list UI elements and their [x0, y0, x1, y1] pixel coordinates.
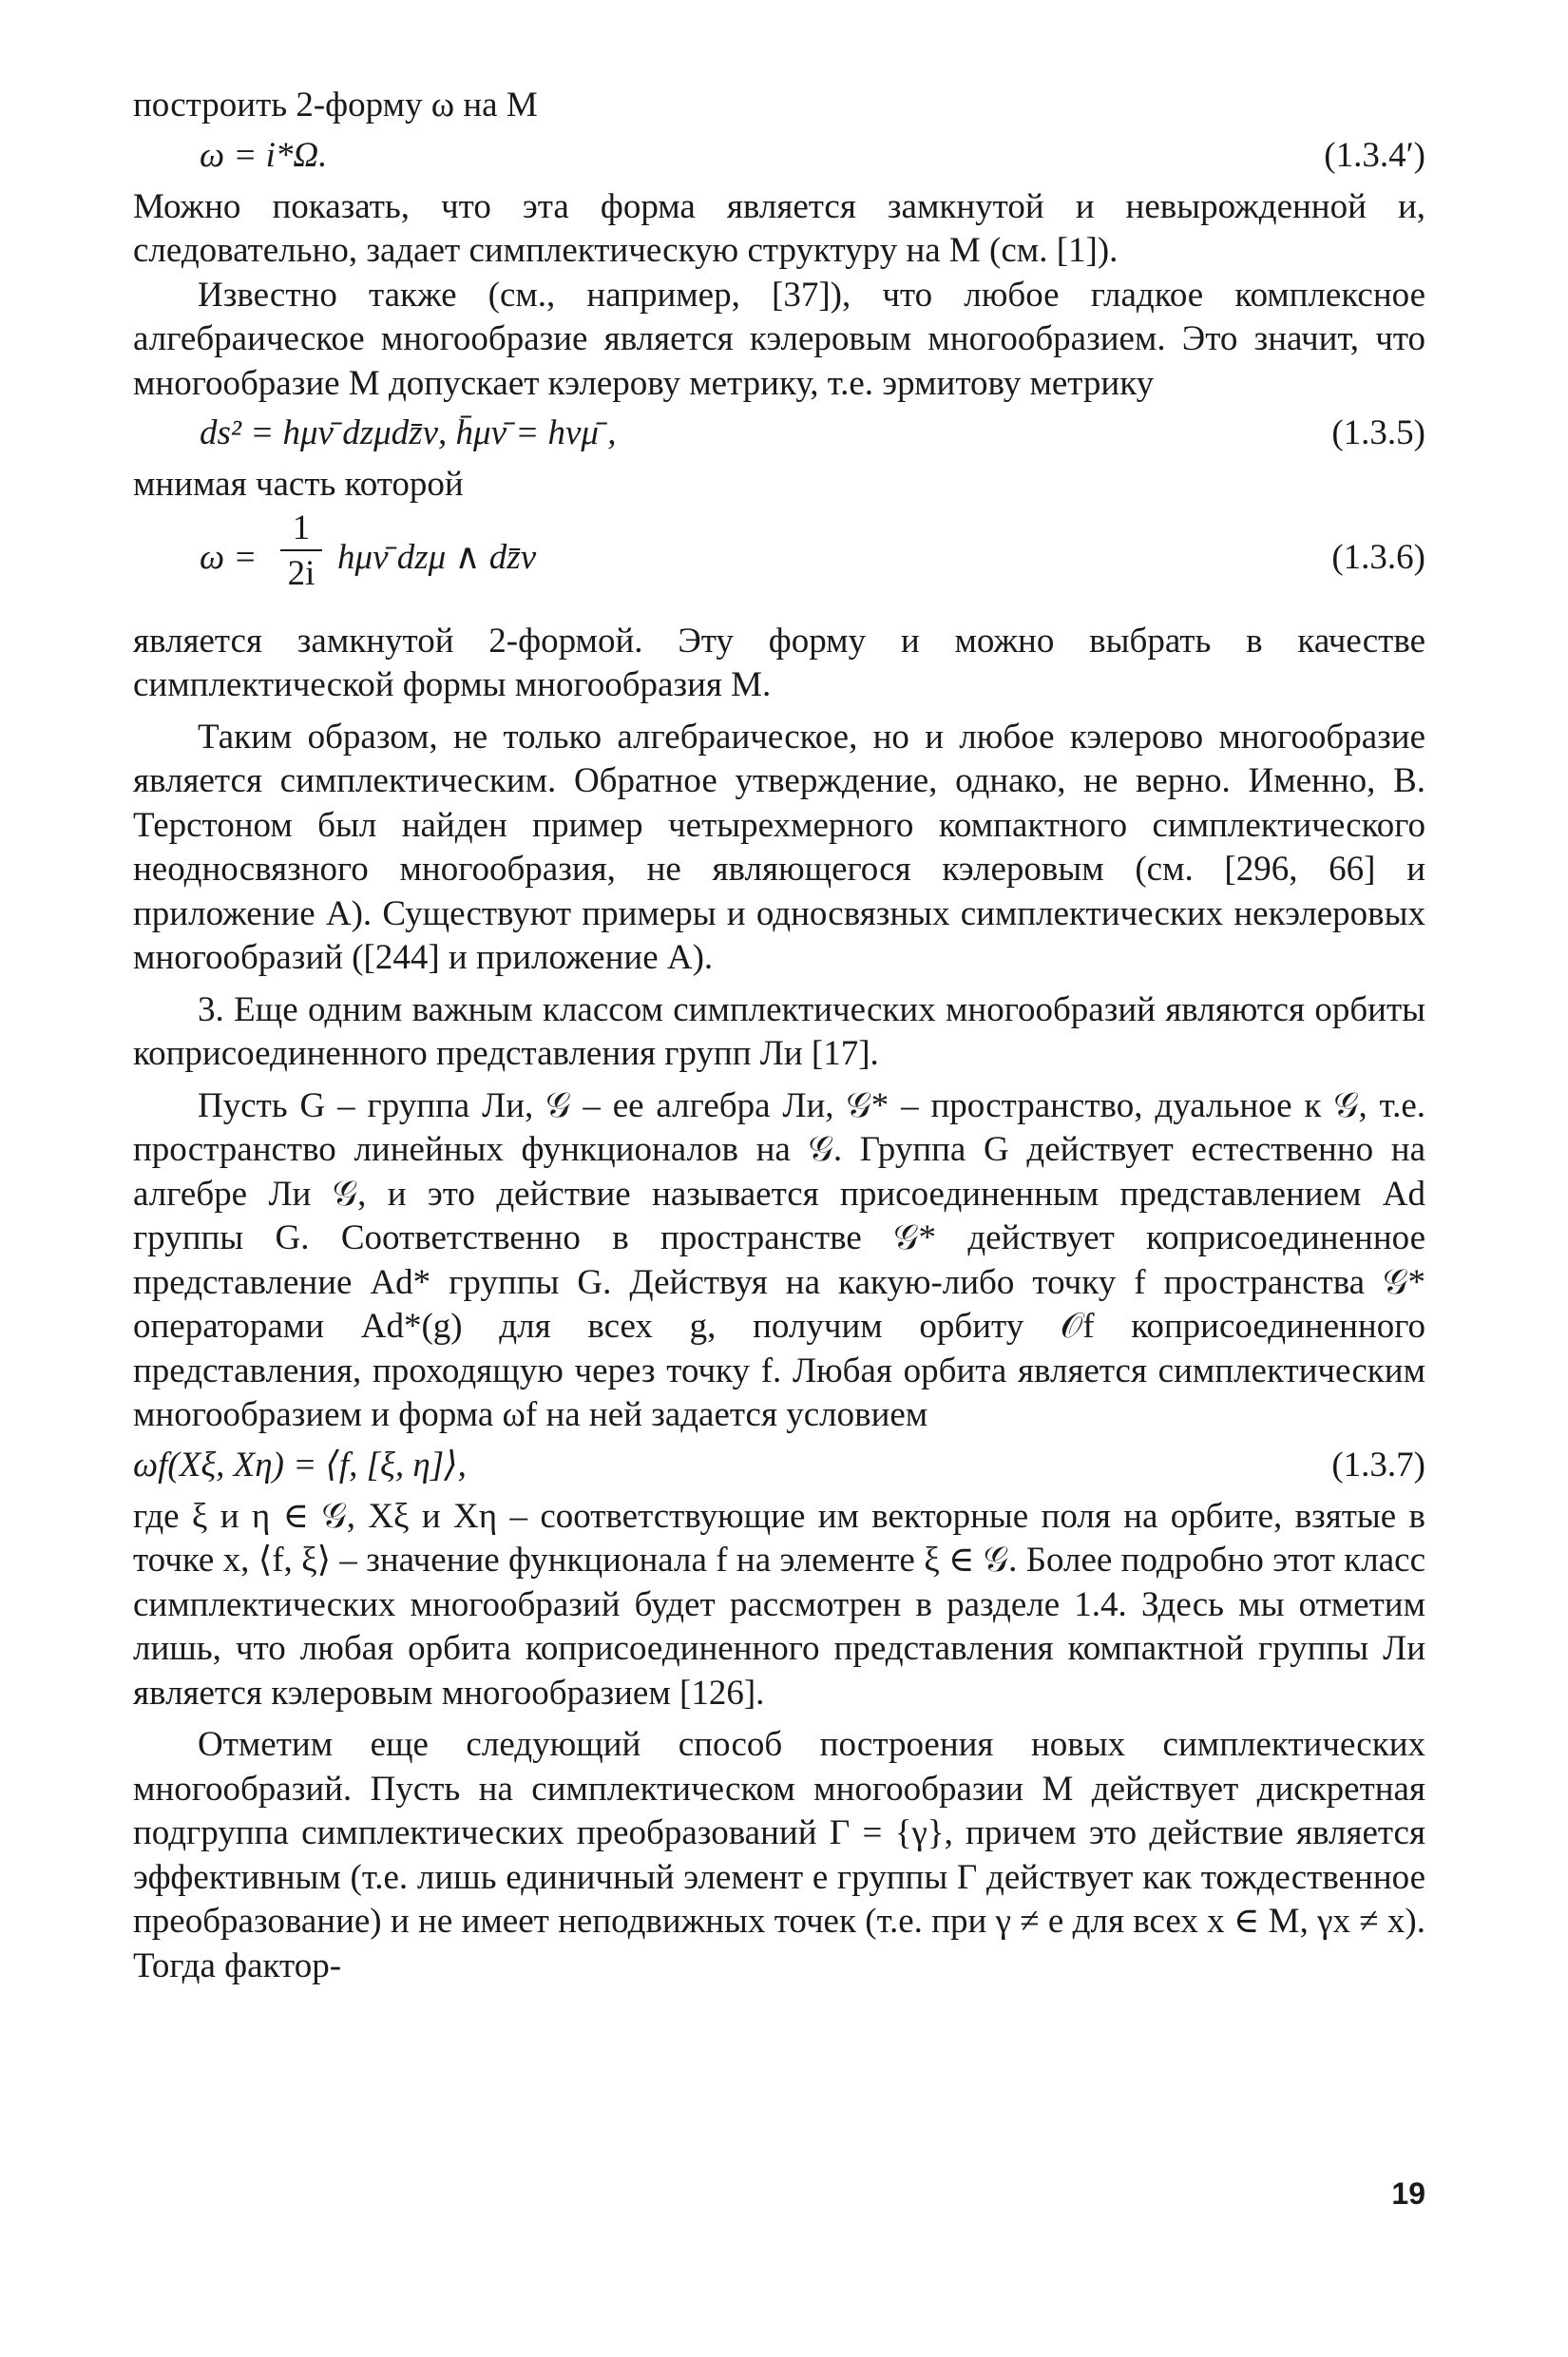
equation-1-3-6: [133, 508, 1425, 620]
paragraph: где ξ и η ∈ 𝒢, Xξ и Xη – соответствующие им векторные поля на орбите, взятые в точке x, ⟨f, ξ⟩ – значение функционала f на элементе ξ ∈ 𝒢. Более подробно этот класс симплектических многообразий будет рассмотрен в разделе 1.4. Здесь мы отметим лишь, что любая орбита коприсоединенного представления компактной группы Ли является кэлеровым многообразием [126].: [133, 1496, 1425, 1713]
equation-number: (1.3.5): [1331, 413, 1425, 452]
equation-formula: ds² = hμν̄ dzμdz̄ν, h̄μν̄ = hνμ̄ ,: [200, 413, 617, 452]
equation-number: (1.3.7): [1331, 1445, 1425, 1485]
equation-number: (1.3.4′): [1324, 135, 1425, 175]
text-line: построить 2-форму ω на M: [133, 86, 538, 125]
fraction: [280, 508, 322, 593]
paragraph: Отметим еще следующий способ построения новых симплектических многообразий. Пусть на симплектическом многообразии M действует дискретная подгруппа симплектических преобразований Г = {γ}, причем это действие является эффективным (т.е. лишь единичный элемент e группы Г действует как тождественное преобразование) и не имеет неподвижных точек (т.е. при γ ≠ e для всех x ∈ M, γx ≠ x). Тогда фактор-: [133, 1725, 1425, 1985]
equation-number: (1.3.6): [1331, 537, 1425, 577]
fraction-denominator: 2i: [287, 553, 316, 593]
paragraph: является замкнутой 2-формой. Эту форму и можно выбрать в качестве симплектической формы многообразия M.: [133, 621, 1425, 704]
equation-formula: ωf(Xξ, Xη) = ⟨f, [ξ, η]⟩,: [133, 1445, 467, 1485]
equation-1-3-7: [133, 1438, 1425, 1495]
paragraph: Пусть G – группа Ли, 𝒢 – ее алгебра Ли, 𝒢* – пространство, дуальное к 𝒢, т.е. пространство линейных функционалов на 𝒢. Группа G действует естественно на алгебре Ли 𝒢, и это действие называется присоединенным представлением Ad группы G. Соответственно в пространстве 𝒢* действует коприсоединенное представление Ad* группы G. Действуя на какую-либо точку f пространства 𝒢* операторами Ad*(g) для всех g, получим орбиту 𝒪f коприсоединенного представления, проходящую через точку f. Любая орбита является симплектическим многообразием и форма ωf на ней задается условием: [133, 1085, 1425, 1434]
equation-formula: ω = i*Ω.: [200, 135, 328, 175]
paragraph: Таким образом, не только алгебраическое, но и любое кэлерово многообразие является симплектическим. Обратное утверждение, однако, не верно. Именно, В. Терстоном был найден пример четырехмерного компактного симплектического неодносвязного многообразия, не являющегося кэлеровым (см. [296, 66] и приложение А). Существуют примеры и односвязных симплектических некэлеровых многообразий ([244] и приложение А).: [133, 717, 1425, 977]
paragraph: Известно также (см., например, [37]), что любое гладкое комплексное алгебраическое многообразие является кэлеровым многообразием. Это значит, что многообразие M допускает кэлерову метрику, т.е. эрмитову метрику: [133, 275, 1425, 403]
equation-rhs: hμν̄ dzμ ∧ dz̄ν: [337, 537, 537, 577]
paragraph: 3. Еще одним важным классом симплектических многообразий являются орбиты коприсоединенного представления групп Ли [17].: [133, 989, 1425, 1073]
page-number: 19: [1391, 2176, 1425, 2211]
equation-1-3-4: [133, 128, 1425, 185]
text-line: мнимая часть которой: [133, 465, 464, 504]
text-column: [133, 84, 1425, 1988]
paragraph: Можно показать, что эта форма является замкнутой и невырожденной и, следовательно, задает симплектическую структуру на M (см. [1]).: [133, 186, 1425, 270]
fraction-numerator: 1: [292, 508, 311, 547]
equation-lhs: ω =: [200, 537, 258, 577]
equation-1-3-5: [133, 406, 1425, 463]
